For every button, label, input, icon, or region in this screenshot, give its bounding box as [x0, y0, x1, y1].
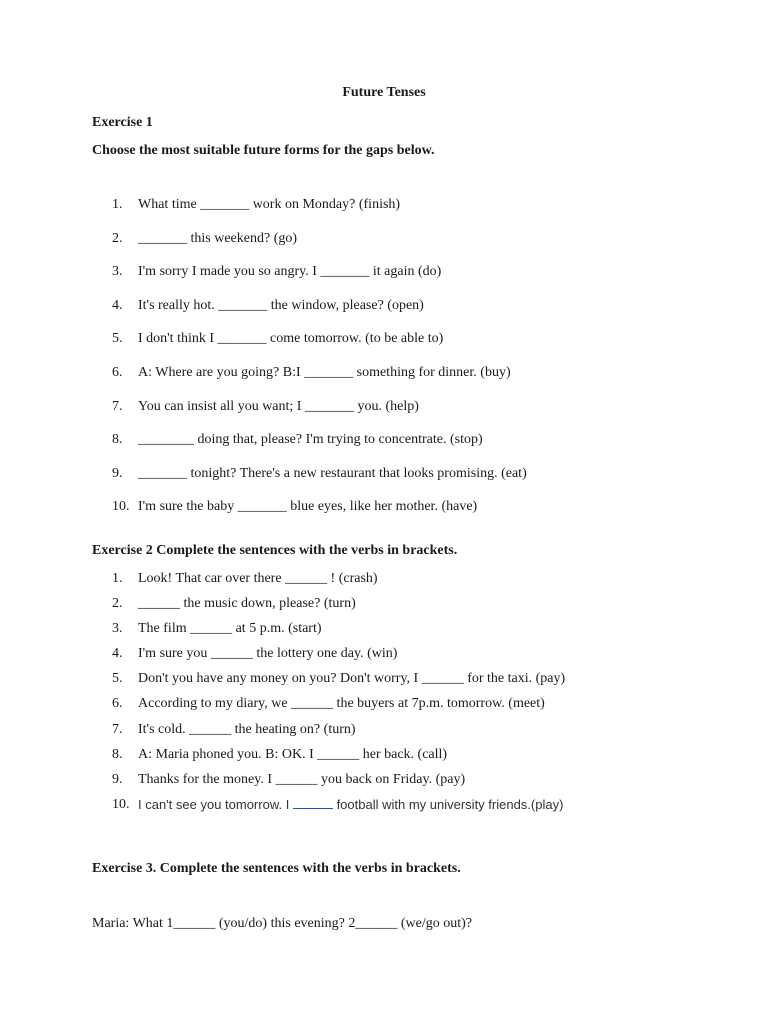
item-number: 1.: [112, 197, 123, 212]
item-number: 9.: [112, 771, 123, 787]
item-number: 5.: [112, 331, 123, 347]
list-item: [92, 620, 565, 645]
list-item: [92, 796, 565, 821]
list-item: [92, 364, 527, 398]
item-text: It's really hot. _______ the window, please? (open): [138, 297, 424, 313]
item-number: 6.: [112, 696, 123, 712]
list-item: [92, 297, 527, 331]
item-number: 3.: [112, 621, 123, 637]
item-text: ________ doing that, please? I'm trying to concentrate. (stop): [138, 432, 483, 448]
list-item: [92, 431, 527, 465]
exercise-2-title: Exercise 2 Complete the sentences with the verbs in brackets.: [92, 543, 458, 558]
item-text: A: Where are you going? B:I _______ something for dinner. (buy): [138, 364, 511, 380]
list-item: [92, 595, 565, 620]
item-number: 3.: [112, 264, 123, 280]
item-number: 4.: [112, 297, 123, 313]
item-text: I'm sure you ______ the lottery one day. (win): [138, 646, 398, 662]
answer-blank[interactable]: [293, 796, 333, 809]
dialogue-line: Maria: What 1______ (you/do) this evening? 2______ (we/go out)?: [92, 916, 472, 931]
list-item: [92, 498, 527, 532]
item-number: 4.: [112, 646, 123, 662]
list-item: [92, 398, 527, 432]
item-text: _______ tonight? There's a new restaurant that looks promising. (eat): [138, 465, 527, 481]
item-number: 2.: [112, 230, 123, 246]
exercise-3-title: Exercise 3. Complete the sentences with the verbs in brackets.: [92, 861, 461, 876]
item-text-before: I can't see you tomorrow. I: [138, 796, 293, 812]
list-item: [92, 721, 565, 746]
list-item: [92, 263, 527, 297]
item-text: What time _______ work on Monday? (finish): [138, 197, 401, 212]
list-item: [92, 771, 565, 796]
item-text: The film ______ at 5 p.m. (start): [138, 621, 322, 637]
exercise-1-title: Exercise 1: [92, 115, 153, 130]
item-number: 10.: [112, 499, 130, 515]
list-item: [92, 645, 565, 670]
item-text: Thanks for the money. I ______ you back on Friday. (pay): [138, 771, 466, 787]
list-item: [92, 670, 565, 695]
item-number: 2.: [112, 596, 123, 612]
item-text: ______ the music down, please? (turn): [138, 596, 356, 612]
item-number: 5.: [112, 671, 123, 687]
item-text: According to my diary, we ______ the buyers at 7p.m. tomorrow. (meet): [138, 696, 545, 712]
item-number: 10.: [112, 796, 130, 812]
list-item: [92, 465, 527, 499]
item-number: 7.: [112, 398, 123, 414]
item-text: Look! That car over there ______ ! (crash): [138, 571, 378, 586]
item-number: 6.: [112, 364, 123, 380]
item-number: 8.: [112, 746, 123, 762]
list-item: [92, 196, 527, 230]
item-text: A: Maria phoned you. B: OK. I ______ her back. (call): [138, 746, 448, 762]
item-text: I'm sorry I made you so angry. I _______ it again (do): [138, 264, 442, 280]
item-text: I'm sure the baby _______ blue eyes, like her mother. (have): [138, 499, 478, 515]
exercise-2-list: [92, 570, 565, 821]
item-number: 7.: [112, 721, 123, 737]
item-number: 9.: [112, 465, 123, 481]
list-item: [92, 330, 527, 364]
list-item: [92, 695, 565, 720]
item-text: You can insist all you want; I _______ you. (help): [138, 398, 419, 414]
exercise-1-instruction: Choose the most suitable future forms for the gaps below.: [92, 143, 435, 158]
list-item: [92, 746, 565, 771]
item-text: I don't think I _______ come tomorrow. (to be able to): [138, 331, 444, 347]
item-number: 1.: [112, 571, 123, 586]
list-item: [92, 230, 527, 264]
item-text: It's cold. ______ the heating on? (turn): [138, 721, 356, 737]
item-text: _______ this weekend? (go): [138, 230, 298, 246]
document-title: Future Tenses: [342, 85, 426, 100]
list-item: [92, 570, 565, 595]
item-text-after: football with my university friends.(play): [332, 796, 564, 812]
exercise-1-list: [92, 196, 527, 532]
item-number: 8.: [112, 432, 123, 448]
item-text: Don't you have any money on you? Don't worry, I ______ for the taxi. (pay): [138, 671, 566, 687]
